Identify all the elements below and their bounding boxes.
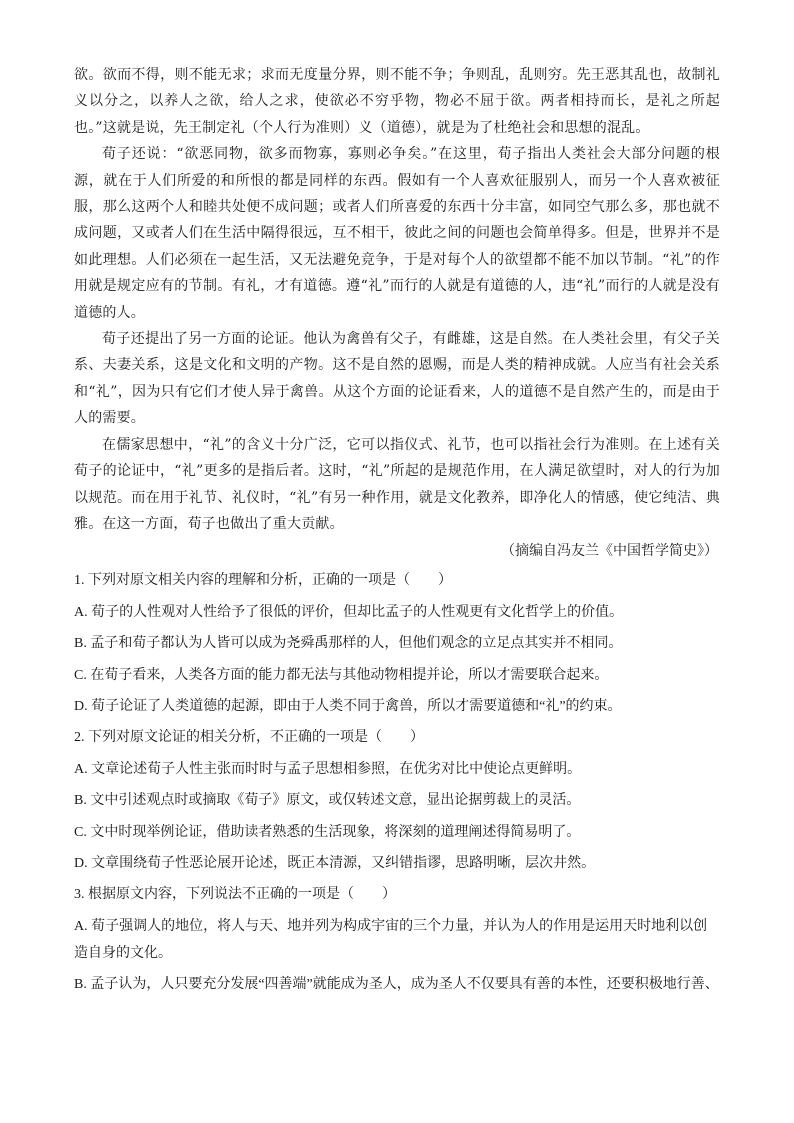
question-3-option-a: A. 荀子强调人的地位，将人与天、地并列为构成宇宙的三个力量，并认为人的作用是运用天时地利以创造自身的文化。 (74, 918, 708, 961)
body-paragraph-2: 荀子还说：“欲恶同物，欲多而物寡，寡则必争矣。”在这里，荀子指出人类社会大部分问题的根源，就在于人们所爱的和所恨的都是同样的东西。假如有一个人喜欢征服别人，而另一个人喜欢被征服，那么这两个人和睦共处便不成问题；或者人们所喜爱的东西十分丰富，如同空气那么多，那也就不成问题，又或者人们在生活中隔得很远，互不相干，彼此之间的问题也会简单得多。但是，世界并不是如此理想。人们必须在一起生活，又无法避免竞争，于是对每个人的欲望都不能不加以节制。“礼”的作用就是规定应有的节制。有礼，才有道德。遵“礼”而行的人就是有道德的人，违“礼”而行的人就是没有道德的人。 (74, 146, 720, 321)
question-1-option-b: B. 孟子和荀子都认为人皆可以成为尧舜禹那样的人，但他们观念的立足点其实并不相同。 (74, 636, 623, 652)
question-2-stem: 2. 下列对原文论证的相关分析，不正确的一项是（ ） (74, 730, 424, 746)
question-1-option-a: A. 荀子的人性观对人性给予了很低的评价，但却比孟子的人性观更有文化哲学上的价值。 (74, 604, 624, 620)
body-paragraph-1: 欲。欲而不得，则不能无求；求而无度量分界，则不能不争；争则乱，乱则穷。先王恶其乱也，故制礼义以分之，以养人之欲，给人之求，使欲必不穷乎物，物必不屈于欲。两者相持而长，是礼之所起也。”这就是说，先王制定礼（个人行为准则）义（道德），就是为了杜绝社会和思想的混乱。 (74, 67, 720, 136)
source-citation: （摘编自冯友兰《中国哲学简史》） (501, 543, 718, 560)
question-1-stem: 1. 下列对原文相关内容的理解和分析，正确的一项是（ ） (74, 573, 452, 589)
question-1-option-c: C. 在荀子看来，人类各方面的能力都无法与其他动物相提并论，所以才需要联合起来。 (74, 667, 609, 683)
question-2-option-d: D. 文章围绕荀子性恶论展开论述，既正本清源，又纠错指谬，思路明晰，层次井然。 (74, 855, 596, 871)
document-page (74, 62, 720, 1000)
body-paragraph-4: 在儒家思想中，“礼”的含义十分广泛，它可以指仪式、礼节，也可以指社会行为准则。在上述有关荀子的论证中，“礼”更多的是指后者。这时，“礼”所起的是规范作用，在人满足欲望时，对人的行为加以规范。而在用于礼节、礼仪时，“礼”有另一种作用，就是文化教养，即净化人的情感，使它纯洁、典雅。在这一方面，荀子也做出了重大贡献。 (74, 436, 720, 532)
question-1-option-d: D. 荀子论证了人类道德的起源，即由于人类不同于禽兽，所以才需要道德和“礼”的约束。 (74, 698, 622, 714)
question-3-option-b: B. 孟子认为，人只要充分发展“四善端”就能成为圣人，成为圣人不仅要具有善的本性，还要积极地行善、 (74, 976, 719, 992)
body-paragraph-3: 荀子还提出了另一方面的论证。他认为禽兽有父子，有雌雄，这是自然。在人类社会里，有父子关系、夫妻关系，这是文化和文明的产物。这不是自然的恩赐，而是人类的精神成就。人应当有社会关系和“礼”，因为只有它们才使人异于禽兽。从这个方面的论证看来，人的道德不是自然产生的，而是由于人的需要。 (74, 331, 720, 427)
question-2-option-a: A. 文章论述荀子人性主张而时时与孟子思想相参照，在优劣对比中使论点更鲜明。 (74, 761, 582, 777)
question-3-stem: 3. 根据原文内容，下列说法不正确的一项是（ ） (74, 887, 396, 903)
question-2-option-c: C. 文中时现举例论证，借助读者熟悉的生活现象，将深刻的道理阐述得简易明了。 (74, 824, 581, 840)
question-2-option-b: B. 文中引述观点时或摘取《荀子》原文，或仅转述文意，显出论据剪裁上的灵活。 (74, 793, 581, 809)
